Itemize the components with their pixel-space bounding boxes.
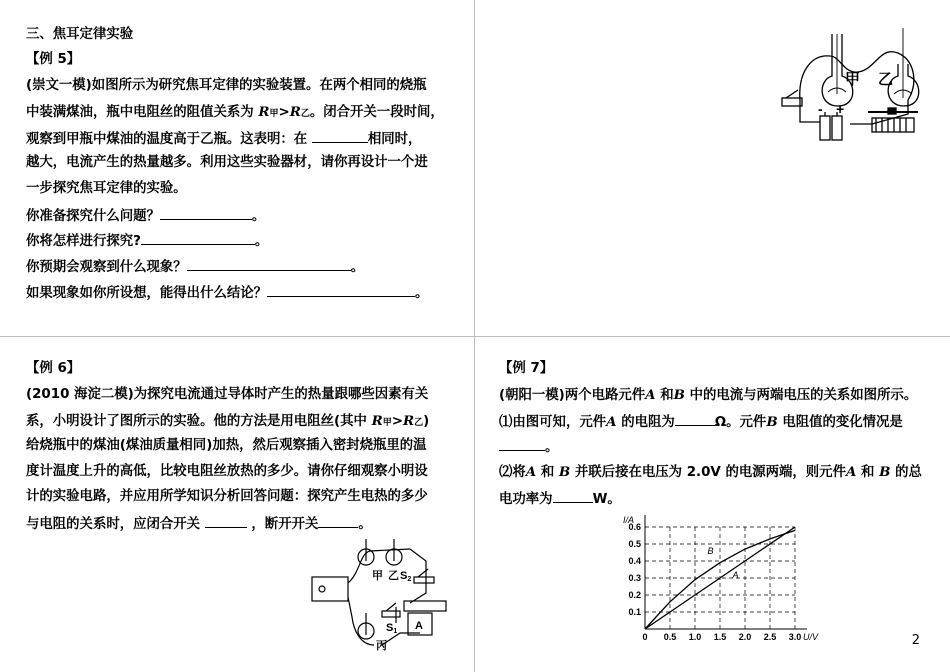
x-axis-label: U/V: [803, 632, 819, 642]
y-axis-label: I/A: [623, 515, 635, 525]
example-7-panel: [475, 337, 950, 672]
question-line: 你准备探究什么问题？ 。: [26, 209, 266, 224]
problem-line: 给烧瓶中的煤油(煤油质量相同)加热，然后观察插入密封烧瓶里的温: [26, 438, 427, 453]
problem-line: 度计温度上升的高低，比较电阻丝放热的多少。请你仔细观察小明设: [26, 464, 428, 479]
problem-line: 与电阻的关系时，应闭合开关 ，断开开关 。: [26, 517, 372, 532]
flask-label-yi: 乙: [388, 570, 399, 582]
answer-blank[interactable]: [160, 207, 252, 220]
problem-line: ⑵将A 和 B 并联后接在电压为 2.0V 的电源两端，则元件A 和 B 的总: [499, 464, 922, 480]
problem-line: 中装满煤油，瓶中电阻丝的阻值关系为 R甲>R乙。闭合开关一段时间，: [26, 104, 444, 120]
problem-line: 一步探究焦耳定律的实验。: [26, 181, 187, 196]
flask-label-yi: 乙: [878, 71, 894, 88]
answer-blank[interactable]: [499, 438, 545, 451]
problem-line: ⑴由图可知，元件A 的电阻为 Ω。元件B 电阻值的变化情况是: [499, 414, 903, 430]
answer-blank[interactable]: [675, 413, 715, 426]
x-tick-label: 0.5: [663, 632, 677, 642]
question-line: 如果现象如你所设想，能得出什么结论？ 。: [26, 286, 429, 301]
battery-minus-label: -: [818, 101, 823, 117]
x-tick-label: 3.0: [788, 632, 802, 642]
x-tick-label: 2.0: [738, 632, 752, 642]
answer-blank[interactable]: [205, 515, 247, 528]
apparatus-figure-panel: [475, 0, 950, 336]
flask-label-jia: 甲: [845, 71, 861, 88]
page-number: 2: [911, 633, 920, 648]
problem-line: 电功率为 W。: [499, 492, 621, 507]
y-tick-label: 0.1: [628, 607, 641, 617]
flask-label-bing: 丙: [376, 640, 387, 652]
y-tick-label: 0.2: [628, 590, 641, 600]
x-tick-label: 1.5: [713, 632, 727, 642]
problem-line: (朝阳一模)两个电路元件A 和B 中的电流与两端电压的关系如图所示。: [499, 387, 918, 403]
switch-s2-label: S2: [400, 570, 412, 583]
problem-line: 越大，电流产生的热量越多。利用这些实验器材，请你再设计一个进: [26, 155, 428, 170]
series-label-A: A: [732, 570, 739, 580]
question-line: 你预期会观察到什么现象？ 。: [26, 260, 365, 275]
answer-blank[interactable]: [312, 130, 368, 143]
x-tick-label: 0: [642, 632, 648, 642]
problem-line: (崇文一模)如图所示为研究焦耳定律的实验装置。在两个相同的烧瓶: [26, 78, 427, 93]
y-tick-label: 0.3: [628, 573, 641, 583]
section-title: 三、焦耳定律实验: [26, 27, 134, 42]
answer-blank[interactable]: [553, 490, 593, 503]
ammeter-label: A: [415, 620, 423, 632]
problem-line: 观察到甲瓶中煤油的温度高于乙瓶。这表明：在 相同时，: [26, 132, 422, 147]
answer-blank[interactable]: [267, 284, 415, 297]
y-tick-label: 0.6: [628, 522, 641, 532]
example-label: 【例 5】: [26, 52, 81, 67]
question-line: 你将怎样进行探究? 。: [26, 234, 269, 249]
example-label: 【例 7】: [499, 361, 554, 376]
series-label-B: B: [707, 546, 714, 557]
answer-blank[interactable]: [141, 232, 255, 245]
problem-line: 计的实验电路，并应用所学知识分析回答问题：探究产生电热的多少: [26, 489, 428, 504]
x-tick-label: 2.5: [763, 632, 777, 642]
x-tick-label: 1.0: [688, 632, 702, 642]
circuit-figure: [300, 533, 460, 663]
switch-s1-label: S1: [386, 622, 398, 635]
example-6-panel: [0, 337, 474, 672]
example-5-panel: [0, 0, 474, 336]
problem-line: 系，小明设计了图所示的实验。他的方法是用电阻丝(其中 R甲>R乙): [26, 413, 430, 429]
answer-blank[interactable]: [318, 515, 358, 528]
y-tick-label: 0.4: [628, 556, 641, 566]
joule-apparatus-figure: [780, 14, 950, 154]
y-tick-label: 0.5: [628, 539, 641, 549]
example-label: 【例 6】: [26, 361, 81, 376]
answer-blank[interactable]: [187, 258, 351, 271]
current-voltage-chart: [615, 511, 820, 651]
problem-line: (2010 海淀二模)为探究电流通过导体时产生的热量跟哪些因素有关: [26, 387, 429, 402]
battery-plus-label: +: [836, 101, 845, 117]
problem-line: 。: [499, 438, 558, 456]
flask-label-jia: 甲: [372, 570, 383, 582]
